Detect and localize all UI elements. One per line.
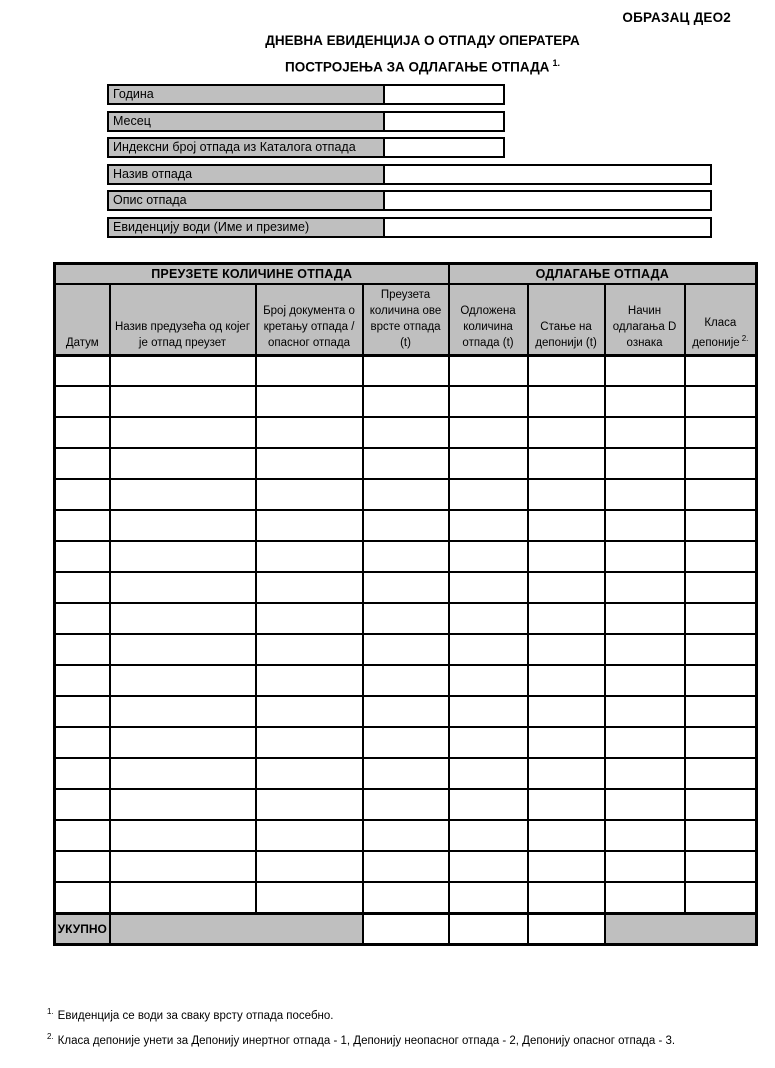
table-row bbox=[55, 696, 757, 727]
table-cell[interactable] bbox=[605, 851, 685, 882]
table-row bbox=[55, 386, 757, 417]
table-cell[interactable] bbox=[528, 727, 605, 758]
table-cell[interactable] bbox=[528, 634, 605, 665]
table-cell[interactable] bbox=[55, 758, 110, 789]
title-footnote-ref: 1. bbox=[552, 58, 560, 68]
table-cell[interactable] bbox=[685, 541, 757, 572]
table-cell[interactable] bbox=[110, 541, 256, 572]
table-cell[interactable] bbox=[605, 882, 685, 913]
total-preuzeta-kolicina-cell[interactable] bbox=[363, 913, 449, 944]
field-opis-otpada-input[interactable] bbox=[385, 192, 710, 209]
col-header-naziv-preduzeca: Назив предузећа од којег је отпад преузет bbox=[110, 284, 256, 356]
table-cell[interactable] bbox=[685, 758, 757, 789]
table-cell[interactable] bbox=[449, 696, 528, 727]
table-row bbox=[55, 665, 757, 696]
table-cell[interactable] bbox=[528, 448, 605, 479]
table-cell[interactable] bbox=[528, 417, 605, 448]
table-cell[interactable] bbox=[55, 820, 110, 851]
table-cell[interactable] bbox=[55, 572, 110, 603]
table-row bbox=[55, 448, 757, 479]
table-cell[interactable] bbox=[685, 696, 757, 727]
form-title-line1: ДНЕВНА ЕВИДЕНЦИЈА О ОТПАДУ ОПЕРАТЕРА bbox=[265, 33, 580, 48]
table-cell[interactable] bbox=[256, 603, 363, 634]
table-cell[interactable] bbox=[256, 386, 363, 417]
table-cell[interactable] bbox=[528, 510, 605, 541]
table-cell[interactable] bbox=[449, 603, 528, 634]
footnote-1 bbox=[47, 1005, 747, 1023]
table-row bbox=[55, 572, 757, 603]
table-cell[interactable] bbox=[256, 820, 363, 851]
table-cell[interactable] bbox=[685, 572, 757, 603]
field-indeksni-broj bbox=[107, 137, 505, 158]
footnote-2-text: Класа депоније унети за Депонију инертног отпада - 1, Депонију неопасног отпада - 2, Депонију опасног отпада - 3. bbox=[57, 1034, 676, 1047]
table-cell[interactable] bbox=[685, 789, 757, 820]
table-cell[interactable] bbox=[449, 789, 528, 820]
table-cell[interactable] bbox=[55, 696, 110, 727]
table-cell[interactable] bbox=[110, 851, 256, 882]
total-odlozena-kolicina-cell[interactable] bbox=[449, 913, 528, 944]
table-cell[interactable] bbox=[55, 386, 110, 417]
table-cell[interactable] bbox=[685, 417, 757, 448]
table-cell[interactable] bbox=[528, 541, 605, 572]
table-cell[interactable] bbox=[55, 541, 110, 572]
table-cell[interactable] bbox=[110, 510, 256, 541]
field-naziv-otpada-input[interactable] bbox=[385, 166, 710, 183]
table-cell[interactable] bbox=[363, 820, 449, 851]
field-opis-otpada bbox=[107, 190, 712, 211]
footnote-1-text: Евиденција се води за сваку врсту отпада посебно. bbox=[57, 1009, 334, 1022]
table-row bbox=[55, 882, 757, 913]
table-cell[interactable] bbox=[528, 355, 605, 386]
table-cell[interactable] bbox=[363, 758, 449, 789]
table-cell[interactable] bbox=[256, 882, 363, 913]
table-cell[interactable] bbox=[449, 634, 528, 665]
table-cell[interactable] bbox=[685, 665, 757, 696]
table-cell[interactable] bbox=[110, 882, 256, 913]
table-cell[interactable] bbox=[256, 417, 363, 448]
table-row bbox=[55, 789, 757, 820]
table-cell[interactable] bbox=[685, 727, 757, 758]
table-cell[interactable] bbox=[55, 882, 110, 913]
table-cell[interactable] bbox=[605, 727, 685, 758]
table-cell[interactable] bbox=[449, 727, 528, 758]
table-cell[interactable] bbox=[685, 510, 757, 541]
table-row bbox=[55, 603, 757, 634]
table-cell[interactable] bbox=[363, 665, 449, 696]
table-cell[interactable] bbox=[256, 851, 363, 882]
table-cell[interactable] bbox=[110, 355, 256, 386]
total-stanje-na-deponiji-cell[interactable] bbox=[528, 913, 605, 944]
table-cell[interactable] bbox=[685, 603, 757, 634]
table-cell[interactable] bbox=[685, 882, 757, 913]
table-cell[interactable] bbox=[363, 386, 449, 417]
table-cell[interactable] bbox=[605, 479, 685, 510]
table-cell[interactable] bbox=[605, 665, 685, 696]
table-cell[interactable] bbox=[605, 758, 685, 789]
table-cell[interactable] bbox=[605, 789, 685, 820]
total-merged-right-cell bbox=[605, 913, 757, 944]
table-cell[interactable] bbox=[55, 727, 110, 758]
table-cell[interactable] bbox=[528, 882, 605, 913]
col-header-klasa-deponije: Класа депоније $^{2.}$ bbox=[685, 284, 757, 356]
table-cell[interactable] bbox=[256, 479, 363, 510]
table-cell[interactable] bbox=[528, 851, 605, 882]
table-cell[interactable] bbox=[528, 758, 605, 789]
table-cell[interactable] bbox=[605, 541, 685, 572]
table-cell[interactable] bbox=[110, 758, 256, 789]
field-naziv-otpada bbox=[107, 164, 712, 185]
table-cell[interactable] bbox=[363, 696, 449, 727]
table-cell[interactable] bbox=[685, 386, 757, 417]
table-cell[interactable] bbox=[605, 355, 685, 386]
table-row bbox=[55, 417, 757, 448]
field-evidenciju-vodi-label: Евиденцију води (Име и презиме) bbox=[109, 219, 385, 236]
table-cell[interactable] bbox=[685, 355, 757, 386]
table-cell[interactable] bbox=[605, 603, 685, 634]
table-cell[interactable] bbox=[256, 448, 363, 479]
table-cell[interactable] bbox=[685, 448, 757, 479]
total-merged-left-cell bbox=[110, 913, 363, 944]
table-cell[interactable] bbox=[363, 882, 449, 913]
table-cell[interactable] bbox=[449, 851, 528, 882]
field-opis-otpada-label: Опис отпада bbox=[109, 192, 385, 209]
table-cell[interactable] bbox=[363, 541, 449, 572]
form-code: ОБРАЗАЦ ДЕО2 bbox=[622, 10, 731, 25]
klasa-deponije-footnote-ref: 2. bbox=[741, 333, 749, 343]
col-header-preuzeta-kolicina: Преузета количина ове врсте отпада (t) bbox=[363, 284, 449, 356]
table-cell[interactable] bbox=[363, 417, 449, 448]
col-header-stanje-na-deponiji: Стање на депонији (t) bbox=[528, 284, 605, 356]
table-cell[interactable] bbox=[685, 820, 757, 851]
table-cell[interactable] bbox=[110, 572, 256, 603]
form-title-line2: ПОСТРОЈЕЊА ЗА ОДЛАГАЊЕ ОТПАДА $^{1.}$ bbox=[285, 58, 560, 75]
table-cell[interactable] bbox=[363, 572, 449, 603]
footnote-2 bbox=[47, 1030, 747, 1048]
table-cell[interactable] bbox=[605, 572, 685, 603]
form-title bbox=[90, 30, 755, 79]
table-cell[interactable] bbox=[256, 355, 363, 386]
table-row bbox=[55, 634, 757, 665]
table-cell[interactable] bbox=[605, 386, 685, 417]
col-header-odlozena-kolicina: Одложена количина отпада (t) bbox=[449, 284, 528, 356]
field-indeksni-broj-input[interactable] bbox=[385, 139, 503, 156]
group-header-odlaganje-otpada: ОДЛАГАЊЕ ОТПАДА bbox=[449, 264, 757, 284]
field-godina-label: Година bbox=[109, 86, 385, 103]
table-cell[interactable] bbox=[363, 603, 449, 634]
table-cell[interactable] bbox=[528, 665, 605, 696]
table-cell[interactable] bbox=[449, 510, 528, 541]
table-cell[interactable] bbox=[363, 479, 449, 510]
table-cell[interactable] bbox=[363, 851, 449, 882]
table-row bbox=[55, 541, 757, 572]
table-cell[interactable] bbox=[256, 634, 363, 665]
table-cell[interactable] bbox=[605, 417, 685, 448]
table-cell[interactable] bbox=[256, 727, 363, 758]
table-cell[interactable] bbox=[449, 665, 528, 696]
table-cell[interactable] bbox=[110, 448, 256, 479]
field-evidenciju-vodi bbox=[107, 217, 712, 238]
table-cell[interactable] bbox=[256, 665, 363, 696]
table-cell[interactable] bbox=[256, 789, 363, 820]
table-cell[interactable] bbox=[110, 386, 256, 417]
group-header-row bbox=[55, 264, 757, 284]
field-mesec-input[interactable] bbox=[385, 113, 503, 130]
table-cell[interactable] bbox=[55, 603, 110, 634]
table-cell[interactable] bbox=[110, 417, 256, 448]
header-fields bbox=[107, 84, 712, 243]
table-cell[interactable] bbox=[55, 448, 110, 479]
table-row bbox=[55, 820, 757, 851]
table-cell[interactable] bbox=[110, 696, 256, 727]
table-cell[interactable] bbox=[605, 820, 685, 851]
field-godina-input[interactable] bbox=[385, 86, 503, 103]
total-label: УКУПНО bbox=[55, 913, 110, 944]
table-row bbox=[55, 479, 757, 510]
table-cell[interactable] bbox=[528, 479, 605, 510]
table-cell[interactable] bbox=[363, 355, 449, 386]
table-cell[interactable] bbox=[110, 634, 256, 665]
table-cell[interactable] bbox=[528, 820, 605, 851]
table-cell[interactable] bbox=[449, 572, 528, 603]
table-cell[interactable] bbox=[605, 448, 685, 479]
table-cell[interactable] bbox=[449, 417, 528, 448]
table-cell[interactable] bbox=[55, 851, 110, 882]
footnote-2-marker: 2. bbox=[47, 1031, 54, 1041]
table-cell[interactable] bbox=[256, 696, 363, 727]
table-cell[interactable] bbox=[55, 417, 110, 448]
col-header-nacin-odlaganja: Начин одлагања D ознака bbox=[605, 284, 685, 356]
table-cell[interactable] bbox=[605, 510, 685, 541]
table-cell[interactable] bbox=[55, 479, 110, 510]
table-cell[interactable] bbox=[55, 510, 110, 541]
table-cell[interactable] bbox=[449, 758, 528, 789]
table-row bbox=[55, 851, 757, 882]
table-cell[interactable] bbox=[110, 727, 256, 758]
table-cell[interactable] bbox=[528, 789, 605, 820]
table-cell[interactable] bbox=[110, 479, 256, 510]
table-body bbox=[55, 355, 757, 913]
table-cell[interactable] bbox=[110, 789, 256, 820]
table-cell[interactable] bbox=[449, 541, 528, 572]
table-cell[interactable] bbox=[528, 386, 605, 417]
table-cell[interactable] bbox=[55, 355, 110, 386]
field-godina bbox=[107, 84, 505, 105]
field-naziv-otpada-label: Назив отпада bbox=[109, 166, 385, 183]
table-cell[interactable] bbox=[449, 355, 528, 386]
field-mesec bbox=[107, 111, 505, 132]
table-cell[interactable] bbox=[110, 603, 256, 634]
table-cell[interactable] bbox=[363, 510, 449, 541]
table-cell[interactable] bbox=[449, 820, 528, 851]
field-mesec-label: Месец bbox=[109, 113, 385, 130]
table-cell[interactable] bbox=[363, 448, 449, 479]
table-cell[interactable] bbox=[605, 634, 685, 665]
waste-table-container bbox=[53, 262, 758, 946]
table-cell[interactable] bbox=[528, 572, 605, 603]
table-cell[interactable] bbox=[55, 634, 110, 665]
waste-table bbox=[53, 262, 758, 946]
table-cell[interactable] bbox=[256, 572, 363, 603]
table-cell[interactable] bbox=[685, 851, 757, 882]
table-cell[interactable] bbox=[256, 541, 363, 572]
table-cell[interactable] bbox=[55, 665, 110, 696]
table-cell[interactable] bbox=[449, 882, 528, 913]
table-cell[interactable] bbox=[110, 820, 256, 851]
field-indeksni-broj-label: Индексни број отпада из Каталога отпада bbox=[109, 139, 385, 156]
footnotes bbox=[47, 1005, 747, 1055]
footnote-1-marker: 1. bbox=[47, 1007, 54, 1016]
table-cell[interactable] bbox=[528, 603, 605, 634]
table-row bbox=[55, 758, 757, 789]
table-row bbox=[55, 355, 757, 386]
table-cell[interactable] bbox=[55, 789, 110, 820]
table-cell[interactable] bbox=[110, 665, 256, 696]
table-cell[interactable] bbox=[449, 386, 528, 417]
table-cell[interactable] bbox=[528, 696, 605, 727]
total-row bbox=[55, 913, 757, 944]
table-cell[interactable] bbox=[363, 634, 449, 665]
table-row bbox=[55, 510, 757, 541]
table-cell[interactable] bbox=[256, 510, 363, 541]
table-cell[interactable] bbox=[605, 696, 685, 727]
table-cell[interactable] bbox=[256, 758, 363, 789]
table-row bbox=[55, 727, 757, 758]
field-evidenciju-vodi-input[interactable] bbox=[385, 219, 710, 236]
table-cell[interactable] bbox=[685, 634, 757, 665]
table-cell[interactable] bbox=[363, 727, 449, 758]
table-cell[interactable] bbox=[449, 479, 528, 510]
table-cell[interactable] bbox=[449, 448, 528, 479]
table-cell[interactable] bbox=[685, 479, 757, 510]
group-header-preuzete-kolicine: ПРЕУЗЕТЕ КОЛИЧИНЕ ОТПАДА bbox=[55, 264, 449, 284]
column-header-row bbox=[55, 284, 757, 356]
table-cell[interactable] bbox=[363, 789, 449, 820]
col-header-datum: Датум bbox=[55, 284, 110, 356]
col-header-broj-dokumenta: Број документа о кретању отпада / опасног отпада bbox=[256, 284, 363, 356]
